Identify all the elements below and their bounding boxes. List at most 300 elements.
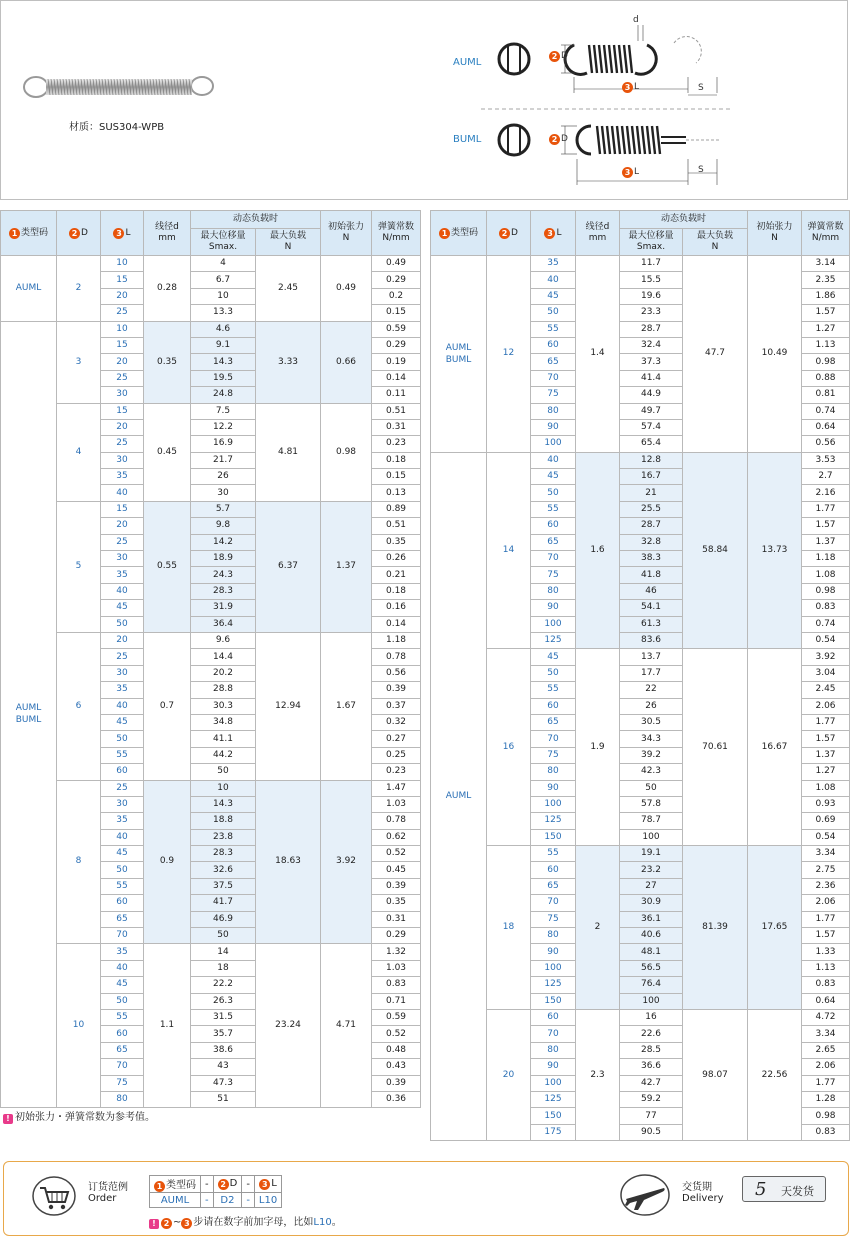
length-cell: 60	[531, 862, 576, 878]
length-cell: 65	[531, 534, 576, 550]
spring-constant-cell: 0.29	[372, 337, 421, 353]
spring-constant-cell: 0.74	[802, 403, 850, 419]
warning-icon: !	[149, 1219, 159, 1229]
spring-constant-cell: 0.56	[372, 665, 421, 681]
diagram-label-buml: BUML	[453, 134, 482, 145]
max-displacement-cell: 28.3	[191, 846, 256, 862]
length-cell: 100	[531, 796, 576, 812]
max-displacement-cell: 28.7	[620, 321, 683, 337]
max-displacement-cell: 100	[620, 829, 683, 845]
reference-note: ! 初始张力・弹簧常数为参考值。	[3, 1108, 155, 1124]
order-L-header: 3 L	[254, 1176, 281, 1193]
max-displacement-cell: 30.9	[620, 895, 683, 911]
max-displacement-cell: 10	[191, 288, 256, 304]
max-displacement-cell: 9.8	[191, 518, 256, 534]
spec-table-left	[0, 210, 421, 1108]
max-displacement-cell: 44.9	[620, 387, 683, 403]
spring-constant-cell: 0.11	[372, 387, 421, 403]
initial-tension-cell: 10.49	[748, 256, 802, 453]
max-displacement-cell: 5.7	[191, 501, 256, 517]
max-displacement-cell: 40.6	[620, 928, 683, 944]
spring-constant-cell: 0.37	[372, 698, 421, 714]
spring-photo	[19, 71, 219, 103]
order-example-table	[149, 1175, 282, 1208]
max-displacement-cell: 18	[191, 960, 256, 976]
header-maxload: 最大负载 N	[256, 228, 321, 255]
header-smax: 最大位移量 Smax.	[191, 228, 256, 255]
length-cell: 40	[101, 960, 144, 976]
header-L: 3 L	[101, 211, 144, 256]
table-row	[431, 452, 850, 468]
spring-constant-cell: 0.2	[372, 288, 421, 304]
wire-diameter-cell: 0.35	[144, 321, 191, 403]
max-load-cell: 58.84	[683, 452, 748, 649]
spring-constant-cell: 0.48	[372, 1042, 421, 1058]
length-cell: 55	[531, 321, 576, 337]
max-displacement-cell: 14.2	[191, 534, 256, 550]
length-cell: 55	[531, 682, 576, 698]
max-displacement-cell: 21	[620, 485, 683, 501]
max-displacement-cell: 38.3	[620, 551, 683, 567]
wire-diameter-cell: 0.28	[144, 256, 191, 322]
length-cell: 50	[531, 665, 576, 681]
header-L: 3 L	[531, 211, 576, 256]
max-displacement-cell: 34.3	[620, 731, 683, 747]
spring-constant-cell: 0.18	[372, 452, 421, 468]
length-cell: 75	[101, 1075, 144, 1091]
max-displacement-cell: 23.8	[191, 829, 256, 845]
spring-constant-cell: 1.57	[802, 518, 850, 534]
spring-constant-cell: 0.45	[372, 862, 421, 878]
spring-constant-cell: 1.57	[802, 305, 850, 321]
spring-constant-cell: 0.88	[802, 370, 850, 386]
spring-constant-cell: 1.18	[802, 551, 850, 567]
max-displacement-cell: 36.4	[191, 616, 256, 632]
max-displacement-cell: 90.5	[620, 1124, 683, 1140]
max-displacement-cell: 6.7	[191, 272, 256, 288]
length-cell: 55	[101, 878, 144, 894]
spring-constant-cell: 0.64	[802, 993, 850, 1009]
dim-L-label-buml: 3 L	[622, 167, 639, 178]
length-cell: 150	[531, 829, 576, 845]
max-displacement-cell: 16.9	[191, 436, 256, 452]
length-cell: 65	[531, 714, 576, 730]
dim-d-label: d	[633, 15, 639, 25]
spring-constant-cell: 1.86	[802, 288, 850, 304]
length-cell: 40	[531, 452, 576, 468]
length-cell: 45	[101, 600, 144, 616]
max-displacement-cell: 13.7	[620, 649, 683, 665]
max-displacement-cell: 12.8	[620, 452, 683, 468]
length-cell: 75	[531, 387, 576, 403]
spring-constant-cell: 0.98	[802, 583, 850, 599]
spring-constant-cell: 0.52	[372, 846, 421, 862]
max-displacement-cell: 50	[191, 764, 256, 780]
spring-constant-cell: 0.36	[372, 1091, 421, 1107]
spring-constant-cell: 0.14	[372, 616, 421, 632]
spring-constant-cell: 2.06	[802, 698, 850, 714]
spring-constant-cell: 0.15	[372, 469, 421, 485]
length-cell: 125	[531, 1091, 576, 1107]
length-cell: 20	[101, 354, 144, 370]
length-cell: 60	[531, 698, 576, 714]
length-cell: 20	[101, 518, 144, 534]
outer-diameter-cell: 16	[487, 649, 531, 846]
spring-constant-cell: 0.93	[802, 796, 850, 812]
wire-diameter-cell: 2.3	[576, 1009, 620, 1140]
spring-constant-cell: 1.28	[802, 1091, 850, 1107]
length-cell: 90	[531, 419, 576, 435]
max-displacement-cell: 15.5	[620, 272, 683, 288]
spring-constant-cell: 0.69	[802, 813, 850, 829]
max-displacement-cell: 27	[620, 878, 683, 894]
header-D: 2 D	[57, 211, 101, 256]
material-label: 材质：SUS304-WPB	[69, 122, 165, 133]
product-header-panel	[0, 0, 848, 200]
length-cell: 60	[531, 1009, 576, 1025]
spring-constant-cell: 2.06	[802, 895, 850, 911]
length-cell: 25	[101, 370, 144, 386]
max-displacement-cell: 7.5	[191, 403, 256, 419]
max-displacement-cell: 31.9	[191, 600, 256, 616]
max-displacement-cell: 28.5	[620, 1042, 683, 1058]
delivery-days-box	[742, 1176, 826, 1202]
table-row	[1, 321, 421, 337]
max-displacement-cell: 4.6	[191, 321, 256, 337]
max-displacement-cell: 48.1	[620, 944, 683, 960]
spring-constant-cell: 0.83	[802, 600, 850, 616]
length-cell: 80	[531, 403, 576, 419]
wire-diameter-cell: 0.55	[144, 501, 191, 632]
length-cell: 65	[531, 878, 576, 894]
spring-constant-cell: 0.74	[802, 616, 850, 632]
length-cell: 100	[531, 436, 576, 452]
diagram-label-auml: AUML	[453, 57, 482, 68]
max-displacement-cell: 22.2	[191, 977, 256, 993]
spring-constant-cell: 1.77	[802, 1075, 850, 1091]
max-displacement-cell: 26	[191, 469, 256, 485]
table-row	[1, 780, 421, 796]
dim-L-label-auml: 3 L	[622, 82, 639, 93]
length-cell: 25	[101, 436, 144, 452]
spring-constant-cell: 0.19	[372, 354, 421, 370]
spring-constant-cell: 0.14	[372, 370, 421, 386]
outer-diameter-cell: 6	[57, 632, 101, 780]
length-cell: 80	[531, 764, 576, 780]
table-row	[431, 649, 850, 665]
max-displacement-cell: 100	[620, 993, 683, 1009]
max-displacement-cell: 30.5	[620, 714, 683, 730]
max-displacement-cell: 14.3	[191, 796, 256, 812]
length-cell: 60	[101, 895, 144, 911]
max-displacement-cell: 32.8	[620, 534, 683, 550]
max-displacement-cell: 44.2	[191, 747, 256, 763]
spring-constant-cell: 1.08	[802, 567, 850, 583]
length-cell: 15	[101, 501, 144, 517]
outer-diameter-cell: 10	[57, 944, 101, 1108]
max-displacement-cell: 42.7	[620, 1075, 683, 1091]
initial-tension-cell: 0.98	[321, 403, 372, 501]
length-cell: 10	[101, 321, 144, 337]
length-cell: 30	[101, 387, 144, 403]
order-L-value: L10	[254, 1193, 281, 1208]
spring-constant-cell: 1.13	[802, 337, 850, 353]
length-cell: 70	[101, 1059, 144, 1075]
max-displacement-cell: 34.8	[191, 714, 256, 730]
max-displacement-cell: 25.5	[620, 501, 683, 517]
spring-constant-cell: 0.31	[372, 419, 421, 435]
max-displacement-cell: 41.8	[620, 567, 683, 583]
spring-constant-cell: 0.26	[372, 551, 421, 567]
spring-drawing	[481, 13, 731, 193]
spring-constant-cell: 3.34	[802, 846, 850, 862]
max-displacement-cell: 21.7	[191, 452, 256, 468]
order-title: 订货范例 Order	[88, 1182, 128, 1204]
spring-constant-cell: 2.06	[802, 1059, 850, 1075]
length-cell: 30	[101, 796, 144, 812]
length-cell: 100	[531, 960, 576, 976]
spring-constant-cell: 3.14	[802, 256, 850, 272]
spring-constant-cell: 3.92	[802, 649, 850, 665]
spring-constant-cell: 1.77	[802, 911, 850, 927]
header-wire: 线径d mm	[144, 211, 191, 256]
max-displacement-cell: 37.5	[191, 878, 256, 894]
length-cell: 125	[531, 632, 576, 648]
max-displacement-cell: 46.9	[191, 911, 256, 927]
shopping-cart-icon	[32, 1176, 76, 1216]
length-cell: 70	[531, 551, 576, 567]
length-cell: 45	[101, 714, 144, 730]
order-example-panel	[3, 1161, 849, 1236]
max-displacement-cell: 36.6	[620, 1059, 683, 1075]
max-displacement-cell: 51	[191, 1091, 256, 1107]
length-cell: 20	[101, 632, 144, 648]
length-cell: 60	[531, 337, 576, 353]
length-cell: 65	[101, 911, 144, 927]
length-cell: 30	[101, 452, 144, 468]
max-displacement-cell: 11.7	[620, 256, 683, 272]
spring-constant-cell: 1.18	[372, 632, 421, 648]
outer-diameter-cell: 8	[57, 780, 101, 944]
spring-constant-cell: 0.23	[372, 764, 421, 780]
wire-diameter-cell: 1.4	[576, 256, 620, 453]
max-displacement-cell: 41.7	[191, 895, 256, 911]
max-load-cell: 23.24	[256, 944, 321, 1108]
max-displacement-cell: 24.8	[191, 387, 256, 403]
length-cell: 60	[101, 1026, 144, 1042]
max-displacement-cell: 18.8	[191, 813, 256, 829]
dim-D-label-auml: 2 D	[549, 51, 568, 62]
spring-constant-cell: 1.08	[802, 780, 850, 796]
length-cell: 25	[101, 780, 144, 796]
max-displacement-cell: 36.1	[620, 911, 683, 927]
spring-constant-cell: 0.35	[372, 895, 421, 911]
length-cell: 55	[531, 846, 576, 862]
spring-constant-cell: 2.16	[802, 485, 850, 501]
max-displacement-cell: 42.3	[620, 764, 683, 780]
spring-constant-cell: 1.03	[372, 796, 421, 812]
length-cell: 90	[531, 944, 576, 960]
max-displacement-cell: 24.3	[191, 567, 256, 583]
spring-constant-cell: 0.27	[372, 731, 421, 747]
max-load-cell: 47.7	[683, 256, 748, 453]
delivery-days: 5	[755, 1179, 767, 1200]
length-cell: 90	[531, 600, 576, 616]
length-cell: 80	[531, 1042, 576, 1058]
spring-constant-cell: 0.98	[802, 354, 850, 370]
max-displacement-cell: 65.4	[620, 436, 683, 452]
max-displacement-cell: 26.3	[191, 993, 256, 1009]
spring-constant-cell: 2.35	[802, 272, 850, 288]
spring-constant-cell: 0.16	[372, 600, 421, 616]
max-displacement-cell: 41.4	[620, 370, 683, 386]
spring-constant-cell: 0.64	[802, 419, 850, 435]
length-cell: 150	[531, 1108, 576, 1124]
table-row	[431, 256, 850, 272]
max-displacement-cell: 23.2	[620, 862, 683, 878]
max-displacement-cell: 18.9	[191, 551, 256, 567]
max-load-cell: 70.61	[683, 649, 748, 846]
delivery-days-label: 天发货	[781, 1185, 814, 1198]
max-load-cell: 98.07	[683, 1009, 748, 1140]
max-displacement-cell: 57.8	[620, 796, 683, 812]
max-displacement-cell: 9.1	[191, 337, 256, 353]
spring-constant-cell: 0.89	[372, 501, 421, 517]
length-cell: 100	[531, 616, 576, 632]
header-tension: 初始张力 N	[748, 211, 802, 256]
length-cell: 70	[101, 928, 144, 944]
length-cell: 60	[531, 518, 576, 534]
length-cell: 175	[531, 1124, 576, 1140]
wire-diameter-cell: 0.45	[144, 403, 191, 501]
length-cell: 30	[101, 665, 144, 681]
spring-constant-cell: 1.33	[802, 944, 850, 960]
length-cell: 15	[101, 272, 144, 288]
length-cell: 55	[101, 747, 144, 763]
max-displacement-cell: 47.3	[191, 1075, 256, 1091]
max-displacement-cell: 43	[191, 1059, 256, 1075]
length-cell: 45	[531, 469, 576, 485]
max-displacement-cell: 37.3	[620, 354, 683, 370]
order-type-value: AUML	[150, 1193, 201, 1208]
length-cell: 50	[101, 862, 144, 878]
spring-constant-cell: 1.57	[802, 928, 850, 944]
length-cell: 35	[101, 813, 144, 829]
outer-diameter-cell: 20	[487, 1009, 531, 1140]
spring-constant-cell: 2.36	[802, 878, 850, 894]
order-D-header: 2 D	[213, 1176, 242, 1193]
max-displacement-cell: 19.1	[620, 846, 683, 862]
length-cell: 35	[101, 469, 144, 485]
max-displacement-cell: 38.6	[191, 1042, 256, 1058]
length-cell: 15	[101, 403, 144, 419]
spring-constant-cell: 0.51	[372, 403, 421, 419]
header-dynamic: 动态负载时	[620, 211, 748, 229]
spring-constant-cell: 0.62	[372, 829, 421, 845]
spring-constant-cell: 0.31	[372, 911, 421, 927]
initial-tension-cell: 1.37	[321, 501, 372, 632]
spring-constant-cell: 0.83	[802, 1124, 850, 1140]
spring-constant-cell: 0.39	[372, 878, 421, 894]
outer-diameter-cell: 14	[487, 452, 531, 649]
length-cell: 50	[101, 616, 144, 632]
length-cell: 90	[531, 780, 576, 796]
length-cell: 25	[101, 534, 144, 550]
length-cell: 45	[531, 649, 576, 665]
max-displacement-cell: 22	[620, 682, 683, 698]
max-displacement-cell: 14.3	[191, 354, 256, 370]
header-const: 弹簧常数 N/mm	[372, 211, 421, 256]
max-displacement-cell: 28.8	[191, 682, 256, 698]
outer-diameter-cell: 12	[487, 256, 531, 453]
outer-diameter-cell: 5	[57, 501, 101, 632]
length-cell: 75	[531, 911, 576, 927]
header-type: 1 类型码	[431, 211, 487, 256]
spring-constant-cell: 1.27	[802, 764, 850, 780]
wire-diameter-cell: 1.1	[144, 944, 191, 1108]
spring-constant-cell: 1.27	[802, 321, 850, 337]
spring-constant-cell: 0.59	[372, 321, 421, 337]
max-load-cell: 81.39	[683, 846, 748, 1010]
max-displacement-cell: 16	[620, 1009, 683, 1025]
order-note: ! 2 ~ 3 步请在数字前加字母，比如L10。	[149, 1213, 342, 1229]
spring-constant-cell: 0.52	[372, 1026, 421, 1042]
spring-constant-cell: 0.18	[372, 583, 421, 599]
length-cell: 20	[101, 419, 144, 435]
length-cell: 90	[531, 1059, 576, 1075]
length-cell: 50	[531, 305, 576, 321]
header-smax: 最大位移量 Smax.	[620, 228, 683, 255]
header-dynamic: 动态负载时	[191, 211, 321, 229]
order-D-value: D2	[213, 1193, 242, 1208]
max-load-cell: 3.33	[256, 321, 321, 403]
spring-constant-cell: 0.56	[802, 436, 850, 452]
initial-tension-cell: 13.73	[748, 452, 802, 649]
spring-constant-cell: 2.65	[802, 1042, 850, 1058]
spring-constant-cell: 0.54	[802, 829, 850, 845]
dim-S-label-buml: S	[698, 165, 704, 175]
header-tension: 初始张力 N	[321, 211, 372, 256]
initial-tension-cell: 16.67	[748, 649, 802, 846]
length-cell: 40	[101, 485, 144, 501]
max-displacement-cell: 14	[191, 944, 256, 960]
spring-constant-cell: 0.83	[372, 977, 421, 993]
max-displacement-cell: 10	[191, 780, 256, 796]
max-displacement-cell: 31.5	[191, 1009, 256, 1025]
length-cell: 80	[531, 928, 576, 944]
order-dash: -	[201, 1176, 214, 1193]
length-cell: 125	[531, 813, 576, 829]
spring-constant-cell: 0.83	[802, 977, 850, 993]
length-cell: 35	[531, 256, 576, 272]
type-code-cell: AUML	[1, 256, 57, 322]
spring-constant-cell: 0.13	[372, 485, 421, 501]
initial-tension-cell: 22.56	[748, 1009, 802, 1140]
spring-constant-cell: 0.15	[372, 305, 421, 321]
max-displacement-cell: 4	[191, 256, 256, 272]
table-row	[1, 501, 421, 517]
order-dash: -	[201, 1193, 214, 1208]
max-displacement-cell: 32.4	[620, 337, 683, 353]
max-displacement-cell: 50	[191, 928, 256, 944]
order-dash: -	[242, 1193, 255, 1208]
wire-diameter-cell: 0.7	[144, 632, 191, 780]
spring-constant-cell: 1.57	[802, 731, 850, 747]
spring-constant-cell: 1.13	[802, 960, 850, 976]
header-type: 1 类型码	[1, 211, 57, 256]
length-cell: 25	[101, 649, 144, 665]
spring-constant-cell: 3.53	[802, 452, 850, 468]
